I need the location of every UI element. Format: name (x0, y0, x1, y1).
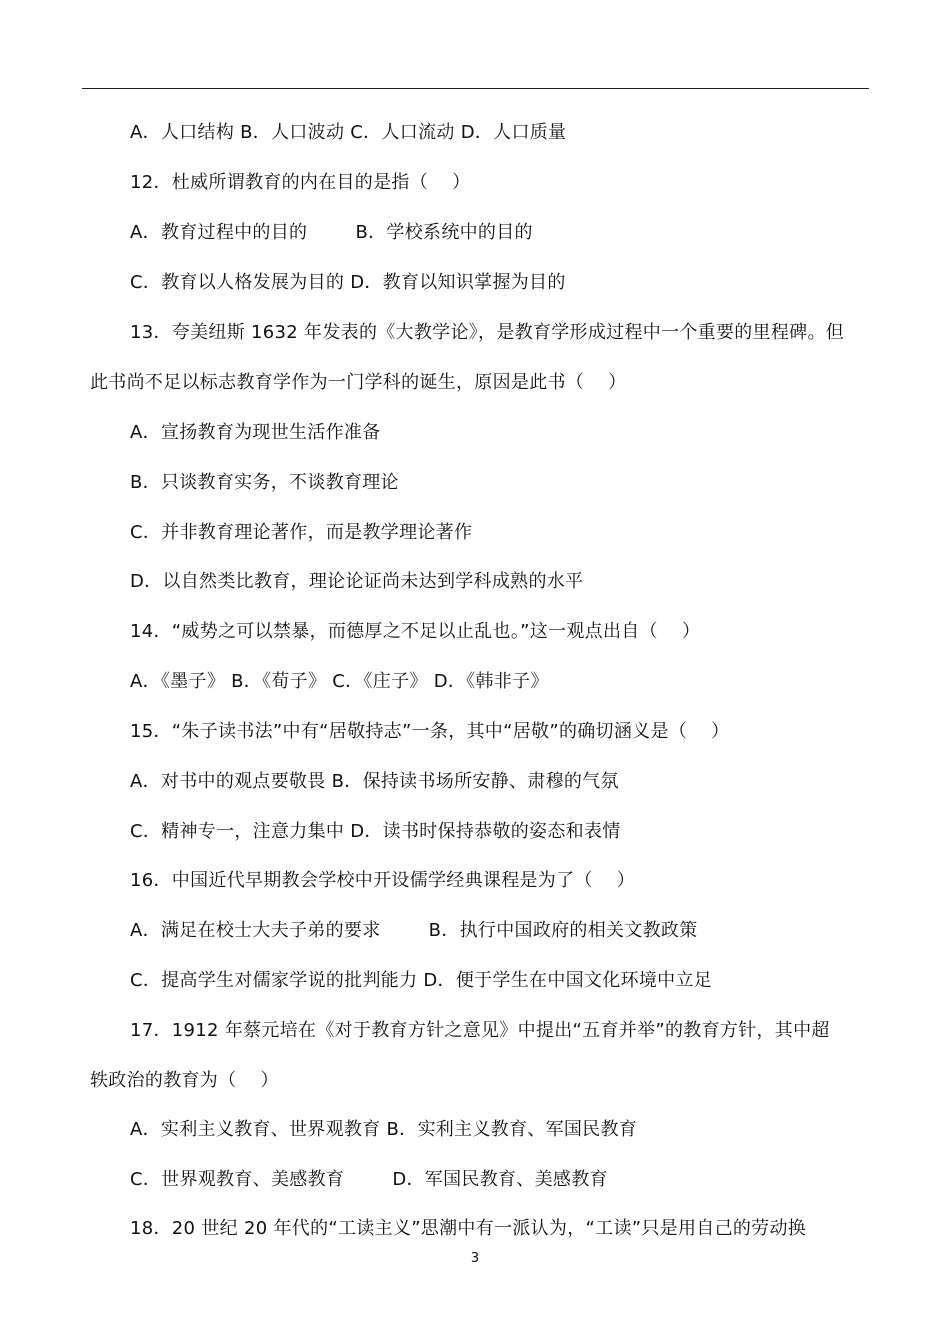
option-q13-a: A．宣扬教育为现世生活作准备 (130, 422, 381, 443)
header-rule (82, 88, 869, 89)
question-17-stem: 17．1912 年蔡元培在《对于教育方针之意见》中提出“五育并举”的教育方针，其中超 (130, 1020, 830, 1041)
question-15-stem: 15．“朱子读书法”中有“居敬持志”一条，其中“居敬”的确切涵义是（ ） (130, 721, 730, 742)
question-12-stem: 12．杜威所谓教育的内在目的是指（ ） (130, 172, 471, 193)
question-16-stem: 16．中国近代早期教会学校中开设儒学经典课程是为了（ ） (130, 870, 636, 891)
option-line-q14: A．《墨子》 B．《荀子》 C．《庄子》 D．《韩非子》 (130, 671, 549, 692)
option-line-q15-ab: A．对书中的观点要敬畏 B．保持读书场所安静、肃穆的气氛 (130, 771, 619, 792)
option-line-q12-cd: C．教育以人格发展为目的 D．教育以知识掌握为目的 (130, 272, 566, 293)
page-number: 3 (470, 1251, 480, 1266)
option-line-q17-ab: A．实利主义教育、世界观教育 B．实利主义教育、军国民教育 (130, 1119, 638, 1140)
question-13-stem-continued: 此书尚不足以标志教育学作为一门学科的诞生，原因是此书（ ） (90, 372, 627, 393)
option-q13-b: B．只谈教育实务，不谈教育理论 (130, 472, 399, 493)
option-line-q16-cd: C．提高学生对儒家学说的批判能力 D．便于学生在中国文化环境中立足 (130, 970, 713, 991)
option-q13-c: C．并非教育理论著作，而是教学理论著作 (130, 522, 473, 543)
question-14-stem: 14．“威势之可以禁暴，而德厚之不足以止乱也。”这一观点出自（ ） (130, 621, 701, 642)
question-13-stem: 13．夸美纽斯 1632 年发表的《大教学论》，是教育学形成过程中一个重要的里程碑。但 (130, 322, 845, 343)
option-line-q16-ab: A．满足在校士大夫子弟的要求 B．执行中国政府的相关文教政策 (130, 920, 698, 941)
option-line-q12-ab: A．教育过程中的目的 B．学校系统中的目的 (130, 222, 533, 243)
option-line-q15-cd: C．精神专一，注意力集中 D．读书时保持恭敬的姿态和表情 (130, 821, 621, 842)
option-line-q17-cd: C．世界观教育、美感教育 D．军国民教育、美感教育 (130, 1169, 608, 1190)
option-line-q11: A．人口结构 B．人口波动 C．人口流动 D．人口质量 (130, 122, 567, 143)
question-17-stem-continued: 轶政治的教育为（ ） (90, 1070, 279, 1091)
option-q13-d: D．以自然类比教育，理论论证尚未达到学科成熟的水平 (130, 571, 584, 592)
question-18-stem: 18．20 世纪 20 年代的“工读主义”思潮中有一派认为，“工读”只是用自己的劳动换 (130, 1218, 807, 1239)
